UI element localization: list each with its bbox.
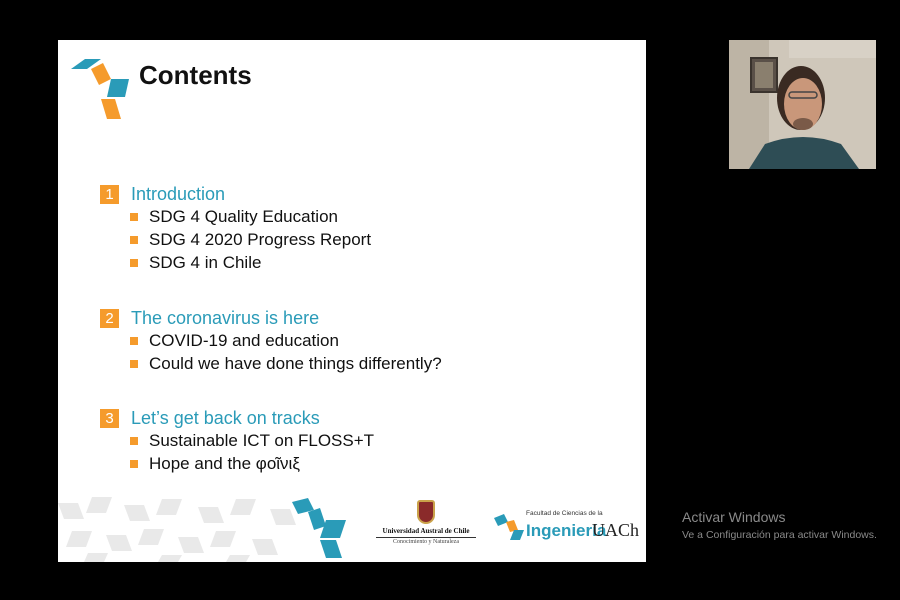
footer-pattern-icon bbox=[58, 495, 298, 562]
section-title: Let’s get back on tracks bbox=[131, 407, 320, 428]
participant-video-icon bbox=[729, 40, 876, 169]
list-item: SDG 4 2020 Progress Report bbox=[130, 228, 371, 251]
diamond-logo-icon bbox=[71, 57, 131, 122]
list-item: SDG 4 in Chile bbox=[130, 251, 371, 274]
faculty-acronym: UACh bbox=[592, 520, 640, 540]
university-name: Universidad Austral de Chile bbox=[382, 527, 470, 535]
bullet-square-icon bbox=[130, 360, 138, 368]
section-2 bbox=[100, 307, 442, 375]
bullet-square-icon bbox=[130, 437, 138, 445]
bullet-square-icon bbox=[130, 337, 138, 345]
webcam-video-tile[interactable] bbox=[729, 40, 876, 169]
university-motto: Conocimiento y Naturaleza bbox=[376, 537, 476, 545]
shared-slide bbox=[58, 40, 646, 562]
bullet-square-icon bbox=[130, 259, 138, 267]
watermark-subtitle: Ve a Configuración para activar Windows. bbox=[682, 529, 877, 541]
section-3 bbox=[100, 407, 374, 475]
section-title: Introduction bbox=[131, 183, 226, 204]
list-item: SDG 4 Quality Education bbox=[130, 205, 371, 228]
list-item: Could we have done things differently? bbox=[130, 352, 442, 375]
faculty-diamond-icon bbox=[494, 512, 524, 542]
bullet-square-icon bbox=[130, 236, 138, 244]
list-item: COVID-19 and education bbox=[130, 329, 442, 352]
windows-activation-watermark bbox=[682, 509, 877, 541]
section-title: The coronavirus is here bbox=[131, 307, 320, 328]
watermark-title: Activar Windows bbox=[682, 509, 786, 525]
university-shield-icon bbox=[417, 500, 435, 524]
bullet-square-icon bbox=[130, 213, 138, 221]
university-logo bbox=[376, 500, 476, 545]
section-number: 2 bbox=[100, 309, 119, 328]
section-number: 3 bbox=[100, 409, 119, 428]
footer-diamond-logo-icon bbox=[290, 496, 352, 560]
slide-title: Contents bbox=[139, 60, 252, 90]
faculty-logo bbox=[494, 510, 638, 550]
section-1 bbox=[100, 183, 371, 274]
bullet-square-icon bbox=[130, 460, 138, 468]
faculty-name: Ingeniería bbox=[526, 521, 607, 540]
list-item: Sustainable ICT on FLOSS+T bbox=[130, 429, 374, 452]
faculty-label: Facultad de Ciencias de la bbox=[526, 510, 603, 517]
list-item: Hope and the φοῖνιξ bbox=[130, 452, 374, 475]
section-number: 1 bbox=[100, 185, 119, 204]
